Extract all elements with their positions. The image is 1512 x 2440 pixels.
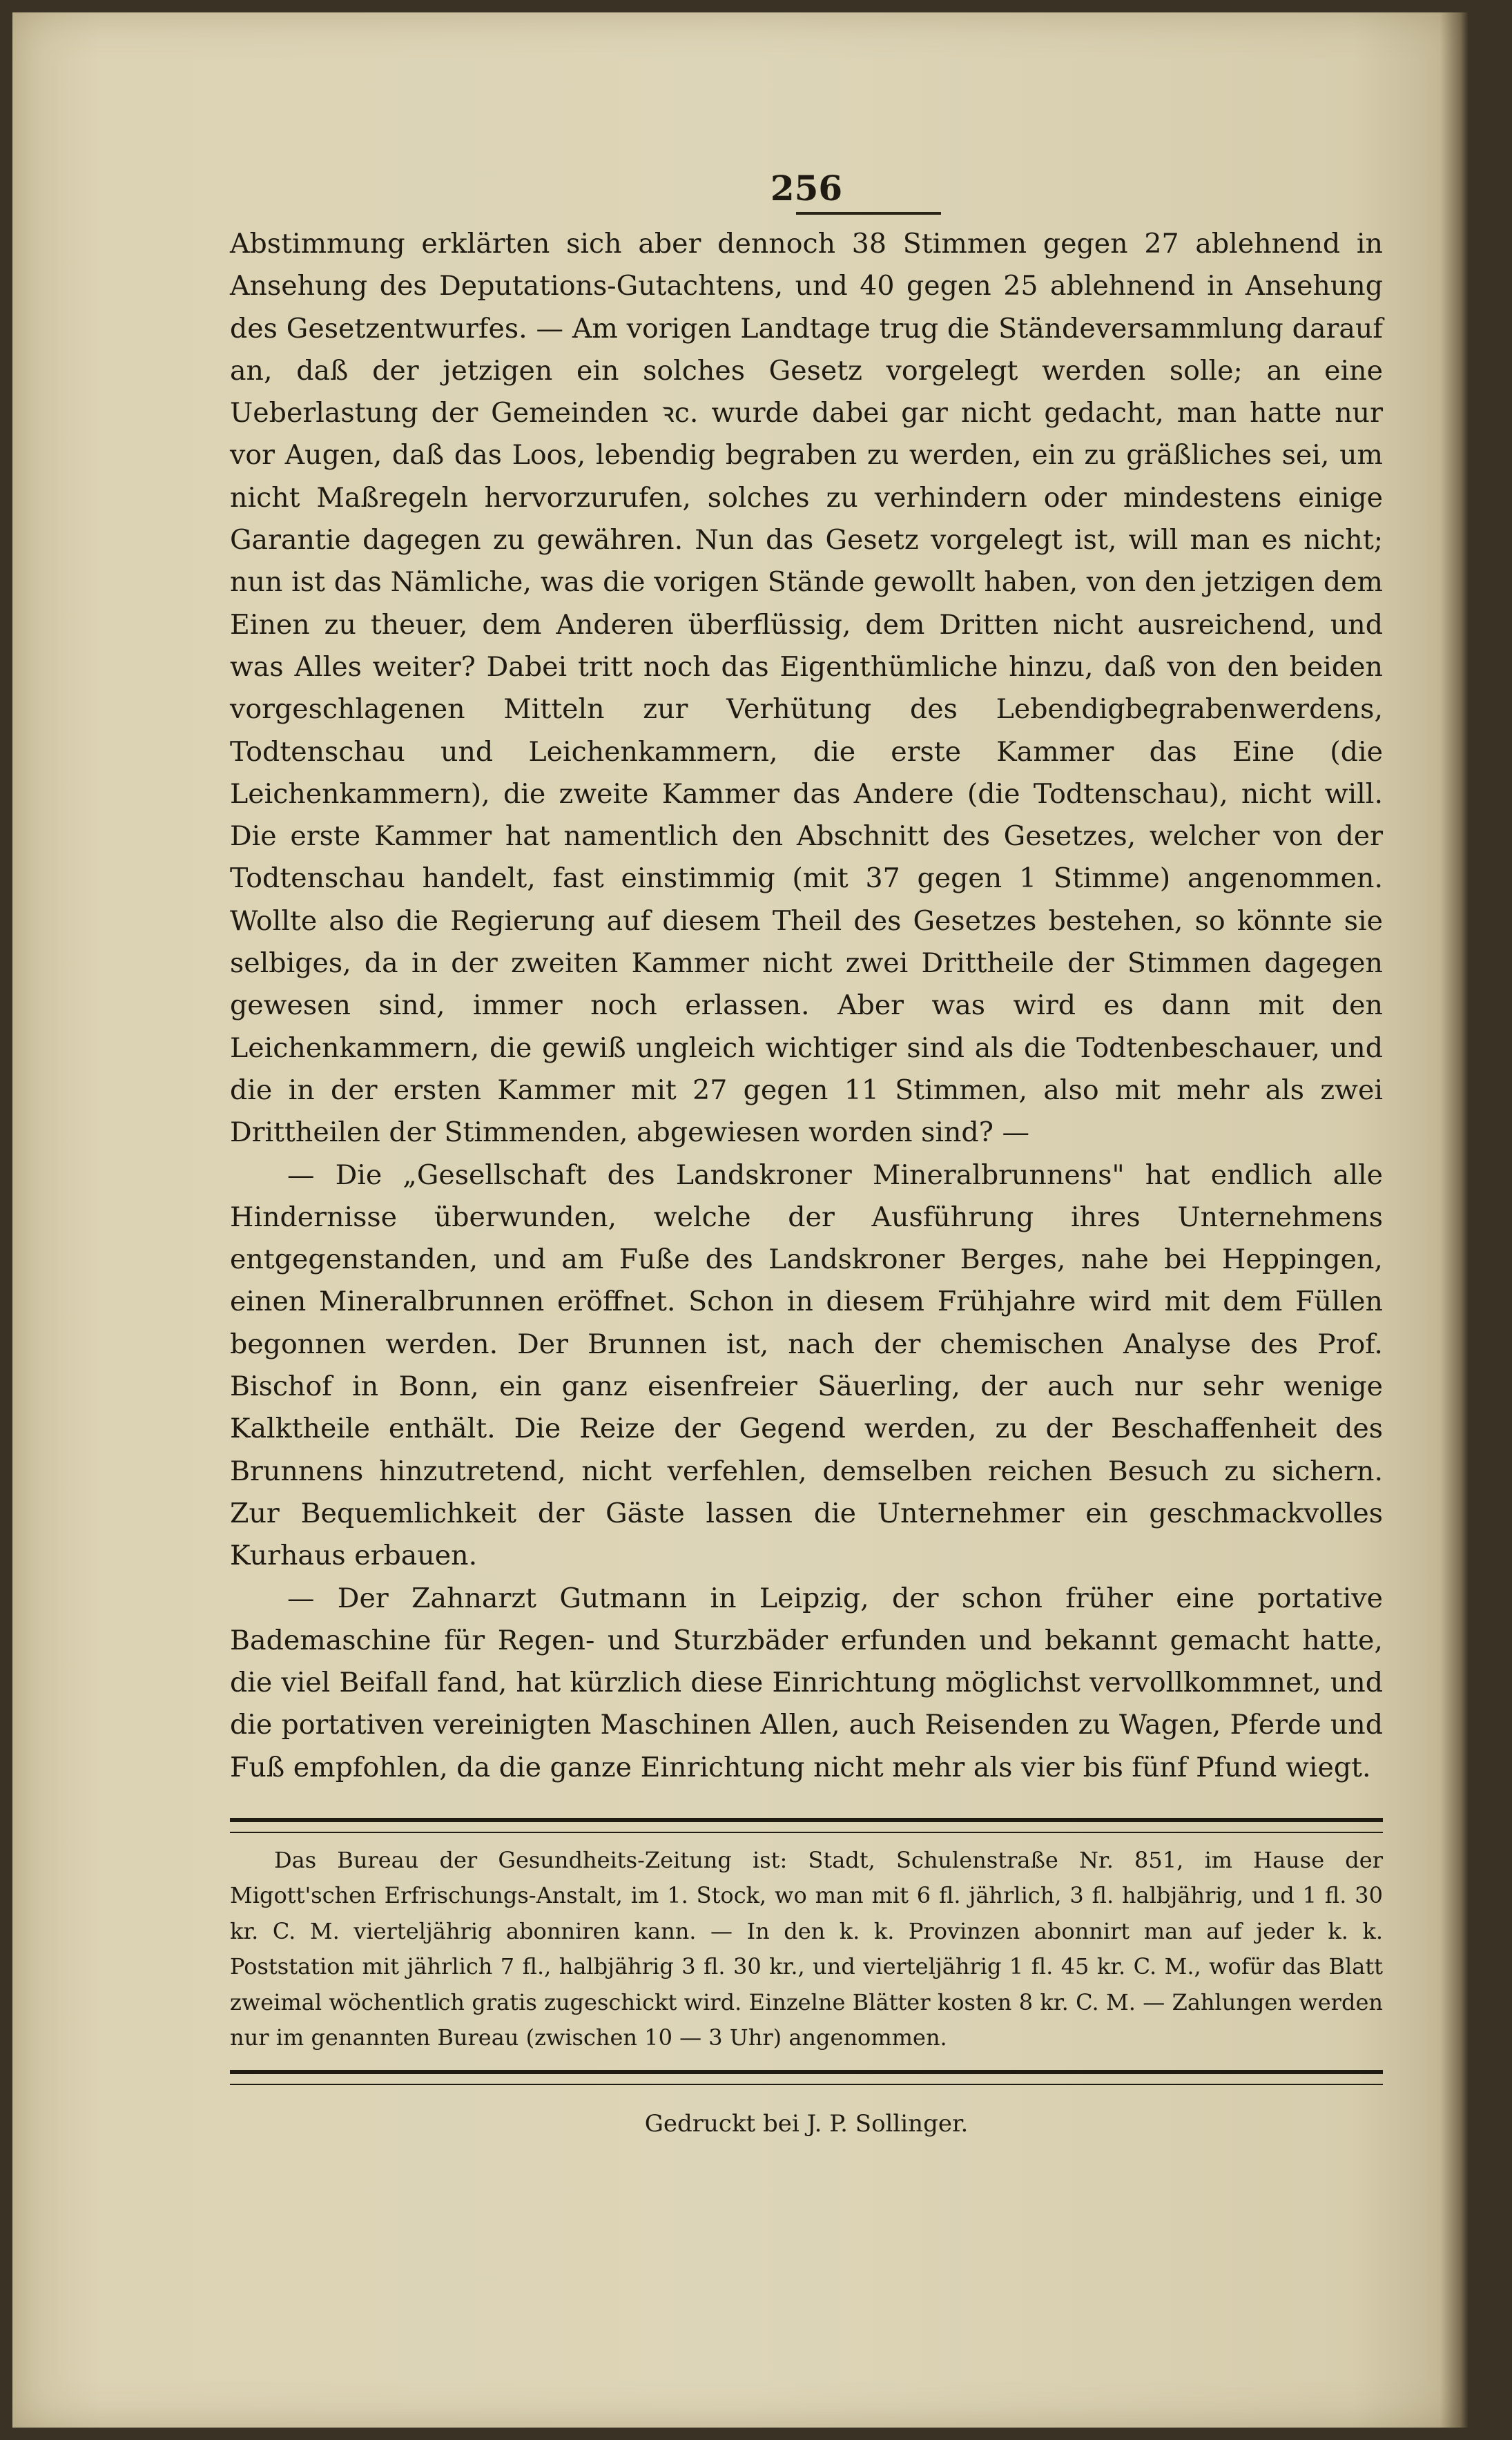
footer-notice xyxy=(230,1843,1383,2056)
footer-separator-top xyxy=(230,1818,1383,1833)
paragraph-3: — Der Zahnarzt Gutmann in Leipzig, der schon früher eine portative Bademaschine für Regen- und Sturzbäder erfunden und bekannt gemacht hatte, die viel Beifall fand, hat kürzlich diese Einrichtung möglichst vervollkommnet, und die portativen vereinigten Maschinen Allen, auch Reisenden zu Wagen, Pferde und Fuß empfohlen, da die ganze Einrichtung nicht mehr als vier bis fünf Pfund wiegt. xyxy=(230,1582,1383,1783)
printer-imprint: Gedruckt bei J. P. Sollinger. xyxy=(644,2109,969,2138)
page xyxy=(12,12,1469,2428)
page-number: 256 xyxy=(770,168,843,209)
footer-separator-bottom xyxy=(230,2070,1383,2085)
book-spine-shadow xyxy=(1440,12,1469,2428)
paragraph-2: — Die „Gesellschaft des Landskroner Mineralbrunnens" hat endlich alle Hindernisse überwunden, welche der Ausführung ihres Unternehmens entgegenstanden, und am Fuße des Landskroner Berges, nahe bei Heppingen, einen Mineralbrunnen eröffnet. Schon in diesem Frühjahre wird mit dem Füllen begonnen werden. Der Brunnen ist, nach der chemischen Analyse des Prof. Bischof in Bonn, ein ganz eisenfreier Säuerling, der auch nur sehr wenige Kalktheile enthält. Die Reize der Gegend werden, zu der Beschaffenheit des Brunnens hinzutretend, nicht verfehlen, demselben reichen Besuch zu sichern. Zur Bequemlichkeit der Gäste lassen die Unternehmer ein geschmackvolles Kurhaus erbauen. xyxy=(230,1159,1383,1572)
subscription-notice: Das Bureau der Gesundheits-Zeitung ist: Stadt, Schulenstraße Nr. 851, im Hause der Migott'schen Erfrischungs-Anstalt, im 1. Stock, wo man mit 6 fl. jährlich, 3 fl. halbjährig, und 1 fl. 30 kr. C. M. vierteljährig abonniren kann. — In den k. k. Provinzen abonnirt man auf jeder k. k. Poststation mit jährlich 7 fl., halbjährig 3 fl. 30 kr., und vierteljährig 1 fl. 45 kr. C. M., wofür das Blatt zweimal wöchentlich gratis zugeschickt wird. Einzelne Blätter kosten 8 kr. C. M. — Zahlungen werden nur im genannten Bureau (zwischen 10 — 3 Uhr) angenommen. xyxy=(230,1846,1383,2051)
page-content xyxy=(230,168,1383,2142)
paragraph-1: Abstimmung erklärten sich aber dennoch 38 Stimmen gegen 27 ablehnend in Ansehung des Deputations-Gutachtens, und 40 gegen 25 ablehnend in Ansehung des Gesetzentwurfes. — Am vorigen Landtage trug die Ständeversammlung darauf an, daß der jetzigen ein solches Gesetz vorgelegt werden solle; an eine Ueberlastung der Gemeinden ꝛc. wurde dabei gar nicht gedacht, man hatte nur vor Augen, daß das Loos, lebendig begraben zu werden, ein zu gräßliches sei, um nicht Maßregeln hervorzurufen, solches zu verhindern oder mindestens einige Garantie dagegen zu gewähren. Nun das Gesetz vorgelegt ist, will man es nicht; nun ist das Nämliche, was die vorigen Stände gewollt haben, von den jetzigen dem Einen zu theuer, dem Anderen überflüssig, dem Dritten nicht ausreichend, und was Alles weiter? Dabei tritt noch das Eigenthümliche hinzu, daß von den beiden vorgeschlagenen Mitteln zur Verhütung des Lebendigbegrabenwerdens, Todtenschau und Leichenkammern, die erste Kammer das Eine (die Leichenkammern), die zweite Kammer das Andere (die Todtenschau), nicht will. Die erste Kammer hat namentlich den Abschnitt des Gesetzes, welcher von der Todtenschau handelt, fast einstimmig (mit 37 gegen 1 Stimme) angenommen. Wollte also die Regierung auf diesem Theil des Gesetzes bestehen, so könnte sie selbiges, da in der zweiten Kammer nicht zwei Drittheile der Stimmen dagegen gewesen sind, immer noch erlassen. Aber was wird es dann mit den Leichenkammern, die gewiß ungleich wichtiger sind als die Todtenbeschauer, und die in der ersten Kammer mit 27 gegen 11 Stimmen, also mit mehr als zwei Drittheilen der Stimmenden, abgewiesen worden sind? — xyxy=(230,228,1383,1149)
article-body xyxy=(230,223,1383,1789)
page-number-rule xyxy=(796,212,941,215)
